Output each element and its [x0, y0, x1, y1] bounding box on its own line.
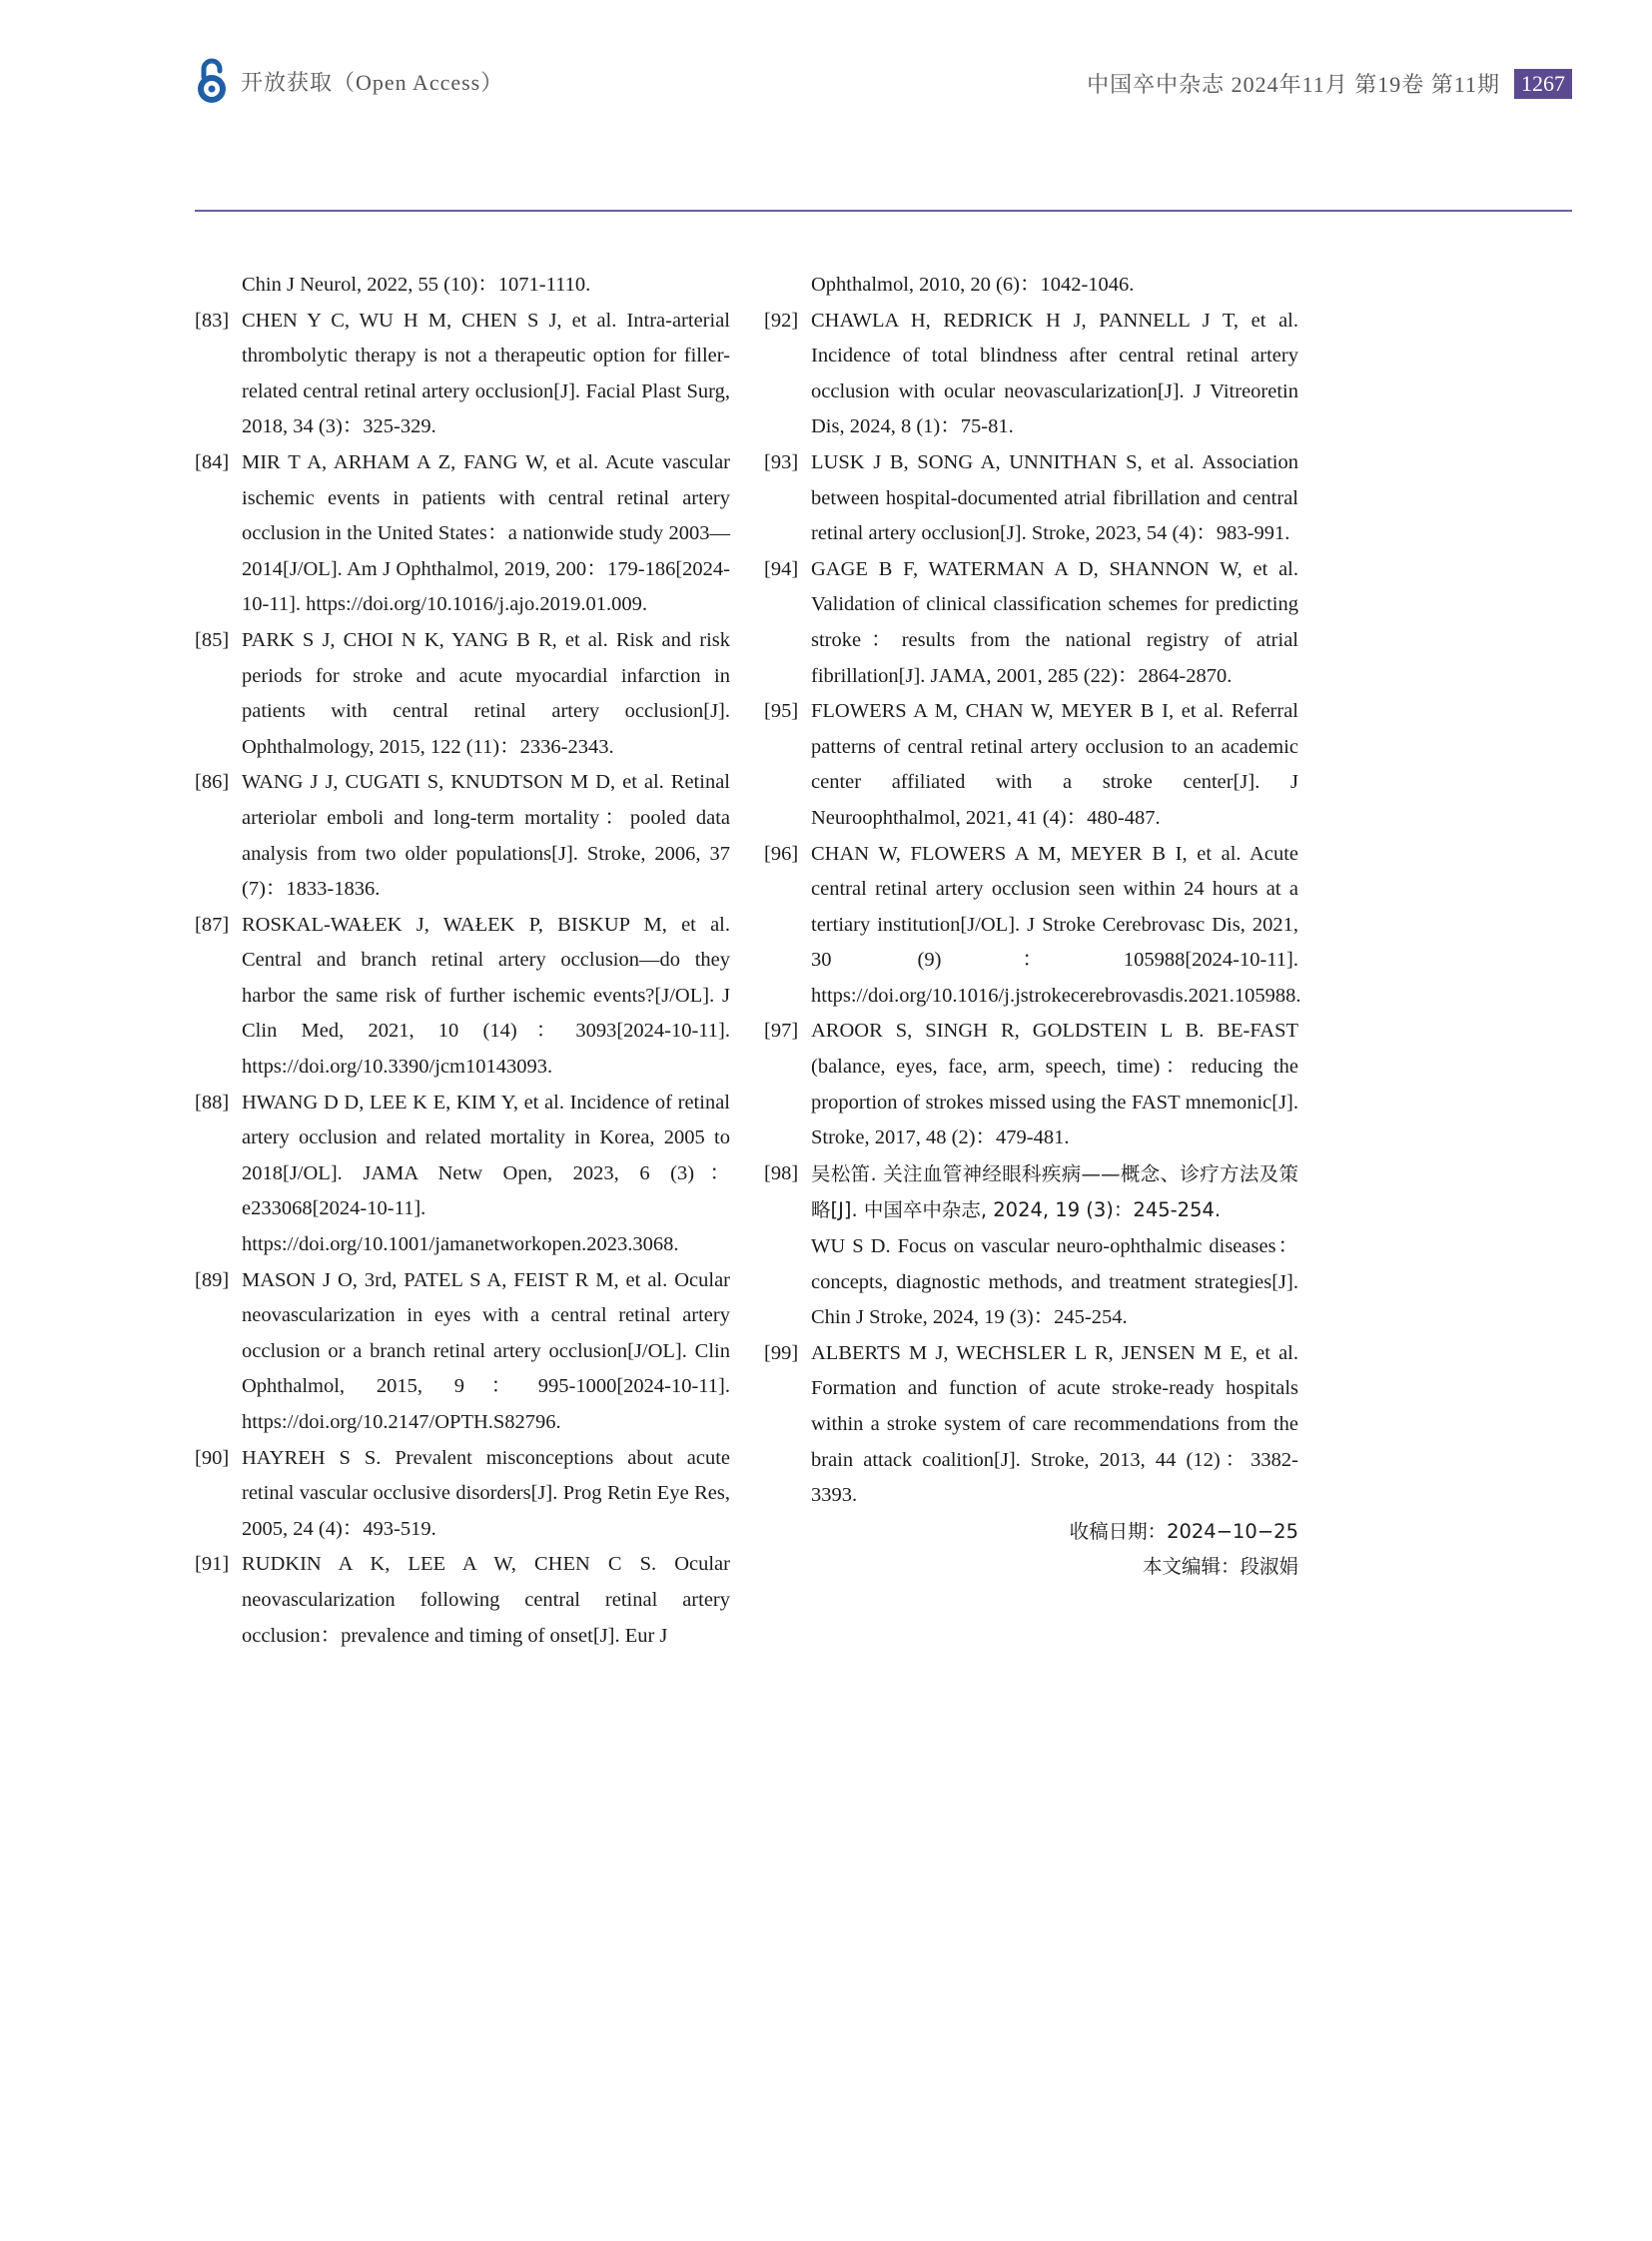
reference-item [764, 1014, 1298, 1155]
reference-number: [91] [195, 1553, 230, 1576]
page-number: 1267 [1514, 69, 1572, 99]
reference-text: WANG J J, CUGATI S, KNUDTSON M D, et al. Retinal arteriolar emboli and long-term mortality：pooled data analysis from two older populations[J]. Stroke, 2006, 37 (7)：1833-1836. [242, 771, 730, 901]
header-left [195, 56, 503, 106]
reference-item [195, 304, 730, 445]
reference-item [764, 1336, 1298, 1514]
reference-number: [94] [764, 557, 799, 580]
reference-number: [86] [195, 771, 230, 794]
reference-text: FLOWERS A M, CHAN W, MEYER B I, et al. Referral patterns of central retinal artery occlusion to an academic center affiliated with a stroke center[J]. J Neuroophthalmol, 2021, 41 (4)：480-487. [811, 700, 1298, 829]
reference-item [764, 552, 1298, 694]
reference-item [764, 694, 1298, 836]
reference-text: AROOR S, SINGH R, GOLDSTEIN L B. BE-FAST (balance, eyes, face, arm, speech, time)：reducing the proportion of strokes missed using the FAST mnemonic[J]. Stroke, 2017, 48 (2)：479-481. [811, 1020, 1298, 1149]
reference-continuation: Ophthalmol, 2010, 20 (6)：1042-1046. [811, 274, 1135, 296]
reference-number: [93] [764, 450, 799, 473]
journal-info: 中国卒中杂志 2024年11月 第19卷 第11期 [1087, 72, 1500, 97]
reference-item [195, 1263, 730, 1441]
editor-credit: 本文编辑：段淑娟 [1142, 1555, 1298, 1579]
open-access-label: 开放获取（Open Access） [241, 69, 504, 95]
reference-text: CHAWLA H, REDRICK H J, PANNELL J T, et al. Incidence of total blindness after central retinal artery occlusion with ocular neovascularization[J]. J Vitreoretin Dis, 2024, 8 (1)：75-81. [811, 309, 1298, 438]
reference-number: [85] [195, 628, 230, 651]
reference-item [764, 304, 1298, 445]
reference-item [195, 1086, 730, 1263]
reference-number: [84] [195, 450, 230, 473]
reference-item [195, 623, 730, 765]
reference-item [195, 765, 730, 907]
reference-item [195, 445, 730, 623]
reference-text: GAGE B F, WATERMAN A D, SHANNON W, et al. Validation of clinical classification schemes for predicting stroke：results from the national registry of atrial fibrillation[J]. JAMA, 2001, 285 (22)：2864-2870. [811, 557, 1298, 687]
header-divider [195, 210, 1572, 212]
right-column [764, 268, 1301, 1585]
reference-number: [90] [195, 1446, 230, 1469]
reference-text: CHAN W, FLOWERS A M, MEYER B I, et al. Acute central retinal artery occlusion seen within 24 hours at a tertiary institution[J/OL]. J Stroke Cerebrovasc Dis, 2021, 30 (9)：105988[2024-10-11]. https://doi.org/10.1016/j.jstrokecerebrovasdis.2021.105988. [811, 842, 1301, 1007]
reference-text: ROSKAL-WAŁEK J, WAŁEK P, BISKUP M, et al. Central and branch retinal artery occlusion—do they harbor the same risk of further ischemic events?[J/OL]. J Clin Med, 2021, 10 (14)：3093[2024-10-11]. https://doi.org/10.3390/jcm10143093. [242, 913, 730, 1079]
reference-number: [88] [195, 1091, 230, 1114]
reference-text: MIR T A, ARHAM A Z, FANG W, et al. Acute vascular ischemic events in patients with central retinal artery occlusion in the United States：a nationwide study 2003—2014[J/OL]. Am J Ophthalmol, 2019, 200：179-186[2024-10-11]. https://doi.org/10.1016/j.ajo.2019.01.009. [242, 450, 730, 616]
header-right [1087, 68, 1572, 99]
reference-number: [95] [764, 700, 799, 723]
reference-text: MASON J O, 3rd, PATEL S A, FEIST R M, et al. Ocular neovascularization in eyes with a central retinal artery occlusion or a branch retinal artery occlusion[J/OL]. Clin Ophthalmol, 2015, 9：995-1000[2024-10-11]. https://doi.org/10.2147/OPTH.S82796. [242, 1268, 730, 1433]
reference-number: [89] [195, 1268, 230, 1291]
reference-continuation: Chin J Neurol, 2022, 55 (10)：1071-1110. [242, 274, 591, 296]
reference-number: [92] [764, 309, 799, 332]
reference-item [764, 837, 1301, 1015]
reference-text: CHEN Y C, WU H M, CHEN S J, et al. Intra-arterial thrombolytic therapy is not a therapeutic option for filler-related central retinal artery occlusion[J]. Facial Plast Surg, 2018, 34 (3)：325-329. [242, 309, 730, 438]
reference-item [195, 1547, 730, 1654]
reference-item [195, 908, 730, 1086]
reference-text: RUDKIN A K, LEE A W, CHEN C S. Ocular neovascularization following central retinal artery occlusion：prevalence and timing of onset[J]. Eur J [242, 1553, 730, 1647]
reference-item [764, 1156, 1298, 1336]
reference-number: [99] [764, 1341, 799, 1364]
reference-text: LUSK J B, SONG A, UNNITHAN S, et al. Association between hospital-documented atrial fibrillation and central retinal artery occlusion[J]. Stroke, 2023, 54 (4)：983-991. [811, 450, 1298, 545]
reference-text: PARK S J, CHOI N K, YANG B R, et al. Risk and risk periods for stroke and acute myocardial infarction in patients with central retinal artery occlusion[J]. Ophthalmology, 2015, 122 (11)：2336-2343. [242, 628, 730, 758]
reference-text: HAYREH S S. Prevalent misconceptions about acute retinal vascular occlusive disorders[J]. Prog Retin Eye Res, 2005, 24 (4)：493-519. [242, 1446, 730, 1540]
reference-text: HWANG D D, LEE K E, KIM Y, et al. Incidence of retinal artery occlusion and related mortality in Korea, 2005 to 2018[J/OL]. JAMA Netw Open, 2023, 6 (3)：e233068[2024-10-11]. https://doi.org/10.1001/jamanetworkopen.2023.3068. [242, 1091, 730, 1256]
reference-text-english: WU S D. Focus on vascular neuro-ophthalmic diseases：concepts, diagnostic methods, and treatment strategies[J]. Chin J Stroke, 2024, 19 (3)：245-254. [811, 1235, 1298, 1329]
reference-number: [83] [195, 309, 230, 332]
reference-item [764, 445, 1298, 552]
reference-number: [97] [764, 1020, 799, 1043]
reference-number: [96] [764, 842, 799, 865]
reference-text: ALBERTS M J, WECHSLER L R, JENSEN M E, et al. Formation and function of acute stroke-ready hospitals within a stroke system of care recommendations from the brain attack coalition[J]. Stroke, 2013, 44 (12)：3382-3393. [811, 1341, 1298, 1507]
received-date: 收稿日期：2024−10−25 [1069, 1519, 1298, 1543]
reference-item [195, 1441, 730, 1548]
left-column [195, 268, 730, 1654]
reference-number: [87] [195, 913, 230, 936]
open-access-lock-icon [195, 57, 229, 105]
reference-text-chinese: 吴松笛. 关注血管神经眼科疾病——概念、诊疗方法及策略[J]. 中国卒中杂志, 2024, 19 (3)：245-254. [811, 1161, 1298, 1222]
reference-number: [98] [764, 1161, 799, 1184]
